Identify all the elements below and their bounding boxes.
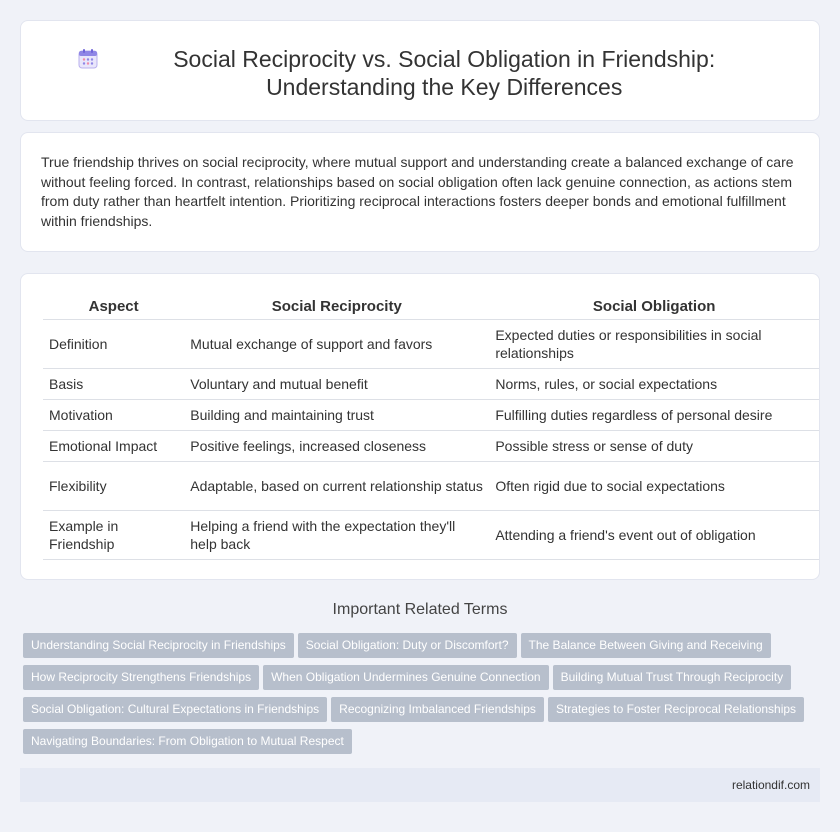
tag-row xyxy=(23,633,823,665)
table-row xyxy=(43,400,819,431)
related-term-tag[interactable]: Navigating Boundaries: From Obligation to Mutual Respect xyxy=(23,729,352,754)
table-cell: Motivation xyxy=(43,400,184,431)
table-cell: Building and maintaining trust xyxy=(184,400,489,431)
related-terms-heading: Important Related Terms xyxy=(332,601,508,618)
table-cell: Voluntary and mutual benefit xyxy=(184,369,489,400)
table-cell: Adaptable, based on current relationship status xyxy=(184,462,489,511)
tag-row xyxy=(23,729,823,761)
related-term-tag[interactable]: When Obligation Undermines Genuine Connection xyxy=(263,665,549,690)
tag-row xyxy=(23,665,823,697)
related-term-tag[interactable]: Building Mutual Trust Through Reciprocity xyxy=(553,665,792,690)
table-row xyxy=(43,462,819,511)
header-aspect: Aspect xyxy=(43,294,184,320)
calendar-icon xyxy=(76,47,100,71)
related-term-tag[interactable]: How Reciprocity Strengthens Friendships xyxy=(23,665,259,690)
title-card xyxy=(20,20,820,121)
page-title: Social Reciprocity vs. Social Obligation in Friendship: Understanding the Key Differences xyxy=(173,46,716,100)
table-cell: Helping a friend with the expectation they'll help back xyxy=(184,511,489,560)
table-row xyxy=(43,369,819,400)
intro-paragraph: True friendship thrives on social reciprocity, where mutual support and understanding create a balanced exchange of care without feeling forced. In contrast, relationships based on social obligation often lack genuine connection, as actions stem from duty rather than heartfelt intention. Prioritizing reciprocal interactions fosters deeper bonds and emotional fulfillment within friendships. xyxy=(41,154,794,229)
related-term-tag[interactable]: Social Obligation: Cultural Expectations in Friendships xyxy=(23,697,327,722)
related-term-tag[interactable]: Social Obligation: Duty or Discomfort? xyxy=(298,633,517,658)
intro-card xyxy=(20,132,820,252)
tag-row xyxy=(23,697,823,729)
related-term-tag[interactable]: Strategies to Foster Reciprocal Relationships xyxy=(548,697,804,722)
header-social-reciprocity: Social Reciprocity xyxy=(184,294,489,320)
footer-bar xyxy=(20,768,820,802)
table-cell: Norms, rules, or social expectations xyxy=(489,369,819,400)
table-cell: Basis xyxy=(43,369,184,400)
table-cell: Expected duties or responsibilities in social relationships xyxy=(489,320,819,369)
table-cell: Emotional Impact xyxy=(43,431,184,462)
comparison-table xyxy=(43,294,819,560)
table-row xyxy=(43,320,819,369)
title-wrap xyxy=(21,45,819,101)
footer-site-link[interactable]: relationdif.com xyxy=(731,778,810,792)
table-cell: Flexibility xyxy=(43,462,184,511)
table-cell: Definition xyxy=(43,320,184,369)
table-cell: Possible stress or sense of duty xyxy=(489,431,819,462)
table-header-row xyxy=(43,294,819,320)
comparison-card xyxy=(20,273,820,580)
table-cell: Positive feelings, increased closeness xyxy=(184,431,489,462)
table-cell: Mutual exchange of support and favors xyxy=(184,320,489,369)
table-cell: Attending a friend's event out of obligation xyxy=(489,511,819,560)
table-row xyxy=(43,431,819,462)
table-cell: Fulfilling duties regardless of personal desire xyxy=(489,400,819,431)
table-row xyxy=(43,511,819,560)
table-cell: Often rigid due to social expectations xyxy=(489,462,819,511)
related-term-tag[interactable]: Recognizing Imbalanced Friendships xyxy=(331,697,544,722)
table-cell: Example in Friendship xyxy=(43,511,184,560)
related-term-tag[interactable]: The Balance Between Giving and Receiving xyxy=(521,633,771,658)
related-terms-list xyxy=(23,633,823,761)
header-social-obligation: Social Obligation xyxy=(489,294,819,320)
related-term-tag[interactable]: Understanding Social Reciprocity in Friendships xyxy=(23,633,294,658)
